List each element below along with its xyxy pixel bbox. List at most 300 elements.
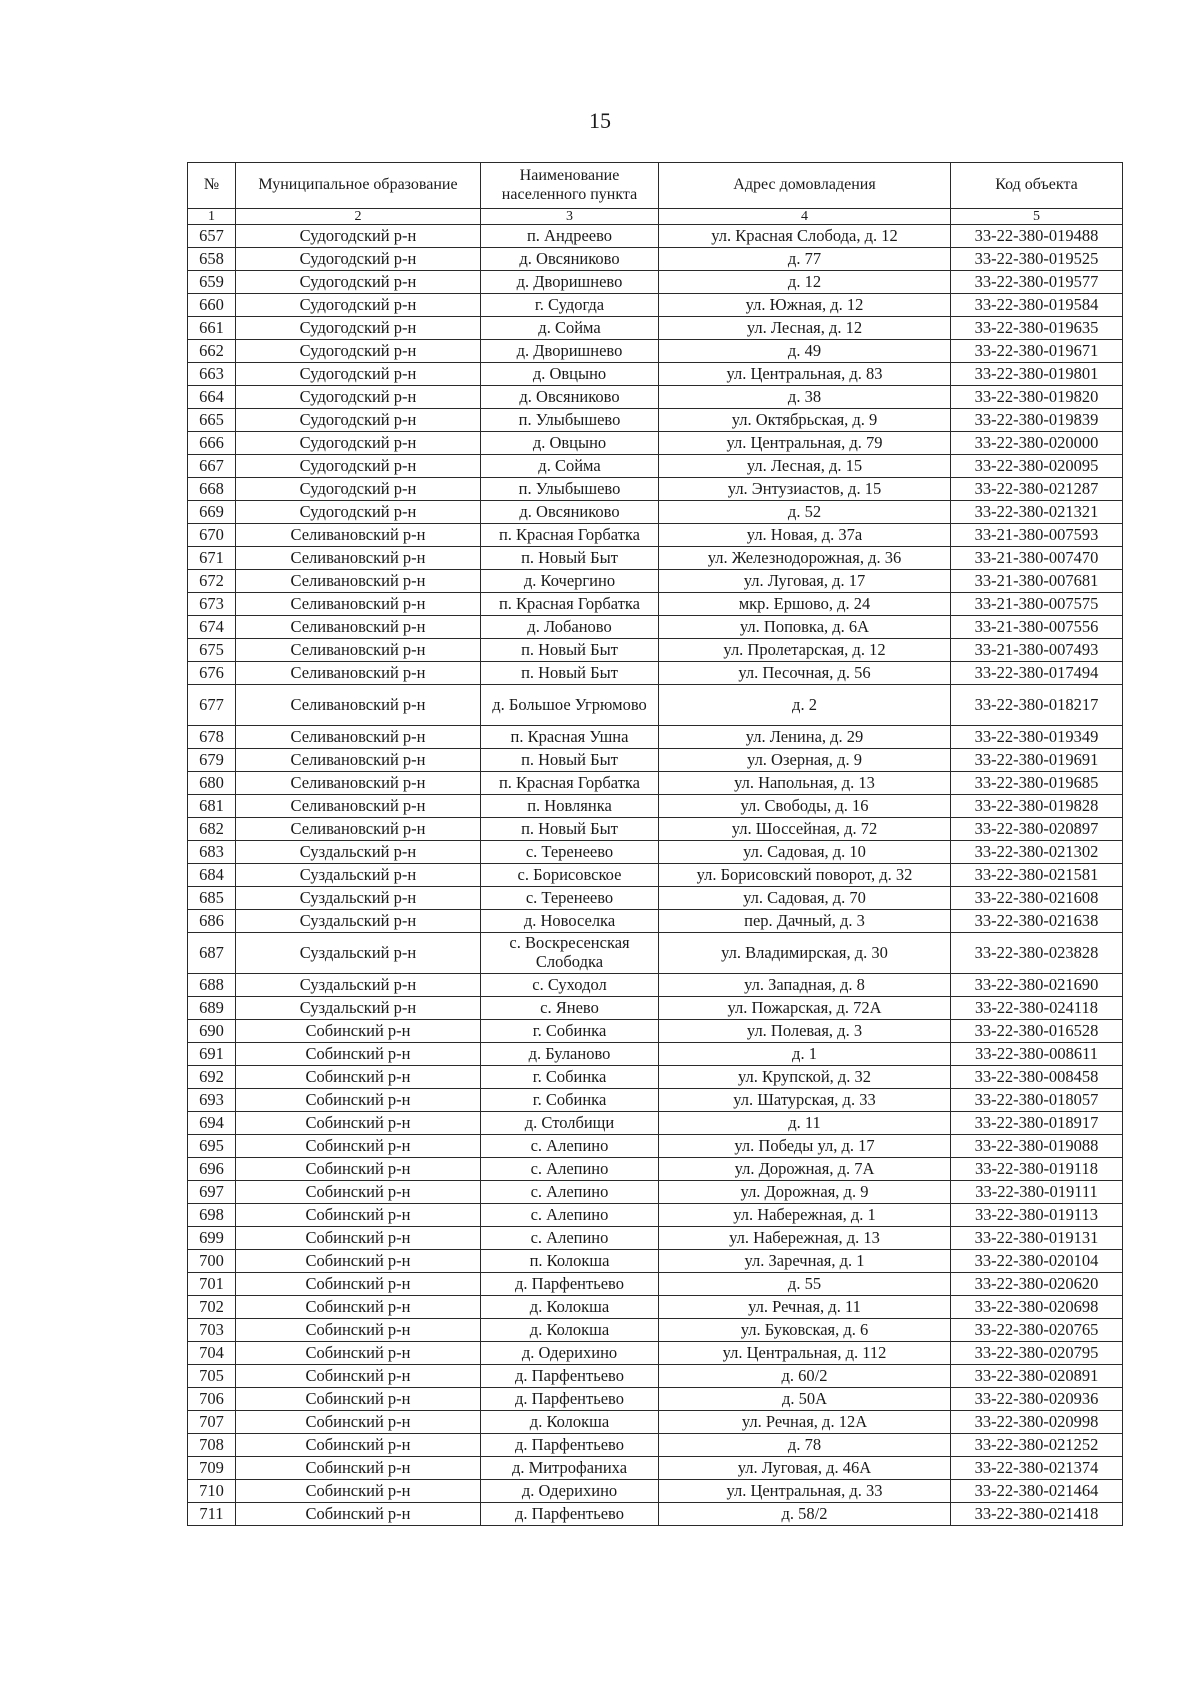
municipality-cell: Судогодский р-н xyxy=(236,501,481,524)
address-cell: д. 11 xyxy=(659,1112,951,1135)
address-cell: ул. Речная, д. 12А xyxy=(659,1411,951,1434)
row-number: 668 xyxy=(188,478,236,501)
table-row xyxy=(188,1411,1123,1434)
table-row xyxy=(188,1388,1123,1411)
row-number: 711 xyxy=(188,1503,236,1526)
address-cell: ул. Победы ул, д. 17 xyxy=(659,1135,951,1158)
municipality-cell: Собинский р-н xyxy=(236,1204,481,1227)
object-code-cell: 33-22-380-018217 xyxy=(951,685,1123,726)
municipality-cell: Селивановский р-н xyxy=(236,795,481,818)
object-code-cell: 33-22-380-018917 xyxy=(951,1112,1123,1135)
address-cell: ул. Октябрьская, д. 9 xyxy=(659,409,951,432)
object-code-cell: 33-22-380-019131 xyxy=(951,1227,1123,1250)
object-code-cell: 33-22-380-020891 xyxy=(951,1365,1123,1388)
table-row xyxy=(188,726,1123,749)
settlement-cell: п. Новый Быт xyxy=(481,639,659,662)
table-row xyxy=(188,1227,1123,1250)
municipality-cell: Селивановский р-н xyxy=(236,662,481,685)
municipality-cell: Селивановский р-н xyxy=(236,593,481,616)
object-code-cell: 33-22-380-016528 xyxy=(951,1020,1123,1043)
municipality-cell: Селивановский р-н xyxy=(236,547,481,570)
row-number: 672 xyxy=(188,570,236,593)
table-row xyxy=(188,432,1123,455)
municipality-cell: Собинский р-н xyxy=(236,1227,481,1250)
row-number: 681 xyxy=(188,795,236,818)
settlement-cell: д. Парфентьево xyxy=(481,1434,659,1457)
municipality-cell: Собинский р-н xyxy=(236,1066,481,1089)
column-number: 1 xyxy=(188,209,236,225)
municipality-cell: Суздальский р-н xyxy=(236,910,481,933)
row-number: 679 xyxy=(188,749,236,772)
row-number: 694 xyxy=(188,1112,236,1135)
settlement-cell: п. Колокша xyxy=(481,1250,659,1273)
municipality-cell: Собинский р-н xyxy=(236,1388,481,1411)
settlement-cell: с. Борисовское xyxy=(481,864,659,887)
page-number: 15 xyxy=(589,108,611,133)
object-code-cell: 33-21-380-007681 xyxy=(951,570,1123,593)
table-row xyxy=(188,1503,1123,1526)
municipality-cell: Собинский р-н xyxy=(236,1319,481,1342)
object-code-cell: 33-22-380-020620 xyxy=(951,1273,1123,1296)
object-code-cell: 33-22-380-020698 xyxy=(951,1296,1123,1319)
municipality-cell: Селивановский р-н xyxy=(236,685,481,726)
row-number: 689 xyxy=(188,997,236,1020)
header-row xyxy=(188,163,1123,209)
address-cell: пер. Дачный, д. 3 xyxy=(659,910,951,933)
settlement-cell: с. Теренеево xyxy=(481,841,659,864)
table-row xyxy=(188,524,1123,547)
address-cell: ул. Центральная, д. 79 xyxy=(659,432,951,455)
row-number: 684 xyxy=(188,864,236,887)
municipality-cell: Суздальский р-н xyxy=(236,887,481,910)
object-code-cell: 33-22-380-021464 xyxy=(951,1480,1123,1503)
object-code-cell: 33-22-380-021690 xyxy=(951,974,1123,997)
row-number: 708 xyxy=(188,1434,236,1457)
table-row xyxy=(188,1158,1123,1181)
object-code-cell: 33-22-380-008611 xyxy=(951,1043,1123,1066)
municipality-cell: Собинский р-н xyxy=(236,1250,481,1273)
table-row xyxy=(188,455,1123,478)
address-cell: д. 55 xyxy=(659,1273,951,1296)
address-cell: ул. Новая, д. 37а xyxy=(659,524,951,547)
address-cell: д. 58/2 xyxy=(659,1503,951,1526)
row-number: 687 xyxy=(188,933,236,974)
table-row xyxy=(188,409,1123,432)
address-cell: д. 2 xyxy=(659,685,951,726)
object-code-cell: 33-22-380-019820 xyxy=(951,386,1123,409)
municipality-cell: Селивановский р-н xyxy=(236,772,481,795)
municipality-cell: Судогодский р-н xyxy=(236,478,481,501)
object-code-cell: 33-22-380-021252 xyxy=(951,1434,1123,1457)
object-code-cell: 33-22-380-020998 xyxy=(951,1411,1123,1434)
table-row xyxy=(188,1181,1123,1204)
row-number: 698 xyxy=(188,1204,236,1227)
address-cell: ул. Дорожная, д. 7А xyxy=(659,1158,951,1181)
table-row xyxy=(188,974,1123,997)
municipality-cell: Суздальский р-н xyxy=(236,997,481,1020)
table-row xyxy=(188,340,1123,363)
table-row xyxy=(188,547,1123,570)
object-code-cell: 33-22-380-019839 xyxy=(951,409,1123,432)
address-cell: д. 78 xyxy=(659,1434,951,1457)
municipality-cell: Собинский р-н xyxy=(236,1296,481,1319)
row-number: 700 xyxy=(188,1250,236,1273)
table-row xyxy=(188,248,1123,271)
row-number: 669 xyxy=(188,501,236,524)
row-number: 675 xyxy=(188,639,236,662)
address-cell: ул. Полевая, д. 3 xyxy=(659,1020,951,1043)
object-code-cell: 33-22-380-021374 xyxy=(951,1457,1123,1480)
row-number: 678 xyxy=(188,726,236,749)
table-row xyxy=(188,933,1123,974)
column-number: 2 xyxy=(236,209,481,225)
municipality-cell: Судогодский р-н xyxy=(236,340,481,363)
municipality-cell: Селивановский р-н xyxy=(236,818,481,841)
object-code-cell: 33-22-380-021418 xyxy=(951,1503,1123,1526)
municipality-cell: Судогодский р-н xyxy=(236,386,481,409)
row-number: 690 xyxy=(188,1020,236,1043)
row-number: 703 xyxy=(188,1319,236,1342)
object-code-cell: 33-22-380-020104 xyxy=(951,1250,1123,1273)
municipality-cell: Суздальский р-н xyxy=(236,974,481,997)
municipality-cell: Собинский р-н xyxy=(236,1342,481,1365)
settlement-cell: п. Новый Быт xyxy=(481,749,659,772)
row-number: 688 xyxy=(188,974,236,997)
object-code-cell: 33-21-380-007493 xyxy=(951,639,1123,662)
header-code: Код объекта xyxy=(951,163,1123,209)
row-number: 663 xyxy=(188,363,236,386)
row-number: 710 xyxy=(188,1480,236,1503)
settlement-cell: д. Парфентьево xyxy=(481,1365,659,1388)
table-row xyxy=(188,570,1123,593)
table-row xyxy=(188,616,1123,639)
object-code-cell: 33-21-380-007575 xyxy=(951,593,1123,616)
row-number: 685 xyxy=(188,887,236,910)
settlement-cell: д. Митрофаниха xyxy=(481,1457,659,1480)
table-row xyxy=(188,1319,1123,1342)
address-cell: ул. Шоссейная, д. 72 xyxy=(659,818,951,841)
municipality-cell: Судогодский р-н xyxy=(236,363,481,386)
municipality-cell: Собинский р-н xyxy=(236,1043,481,1066)
settlement-cell: г. Судогда xyxy=(481,294,659,317)
table-row xyxy=(188,593,1123,616)
table-row xyxy=(188,772,1123,795)
address-cell: ул. Заречная, д. 1 xyxy=(659,1250,951,1273)
address-cell: ул. Борисовский поворот, д. 32 xyxy=(659,864,951,887)
table-row xyxy=(188,910,1123,933)
table-body xyxy=(188,225,1123,1526)
object-code-cell: 33-22-380-021638 xyxy=(951,910,1123,933)
settlement-cell: д. Колокша xyxy=(481,1411,659,1434)
settlement-cell: д. Столбищи xyxy=(481,1112,659,1135)
address-cell: ул. Железнодорожная, д. 36 xyxy=(659,547,951,570)
address-cell: ул. Красная Слобода, д. 12 xyxy=(659,225,951,248)
municipality-cell: Судогодский р-н xyxy=(236,271,481,294)
address-cell: ул. Центральная, д. 112 xyxy=(659,1342,951,1365)
object-code-cell: 33-22-380-017494 xyxy=(951,662,1123,685)
object-code-cell: 33-22-380-021302 xyxy=(951,841,1123,864)
table-row xyxy=(188,1250,1123,1273)
table-row xyxy=(188,685,1123,726)
address-cell: мкр. Ершово, д. 24 xyxy=(659,593,951,616)
row-number: 682 xyxy=(188,818,236,841)
settlement-cell: д. Парфентьево xyxy=(481,1388,659,1411)
municipality-cell: Судогодский р-н xyxy=(236,317,481,340)
settlement-cell: д. Сойма xyxy=(481,455,659,478)
object-code-cell: 33-22-380-020095 xyxy=(951,455,1123,478)
object-code-cell: 33-22-380-019525 xyxy=(951,248,1123,271)
municipality-cell: Селивановский р-н xyxy=(236,524,481,547)
table-row xyxy=(188,1135,1123,1158)
object-code-cell: 33-22-380-019577 xyxy=(951,271,1123,294)
table-row xyxy=(188,1043,1123,1066)
object-code-cell: 33-22-380-019113 xyxy=(951,1204,1123,1227)
municipality-cell: Собинский р-н xyxy=(236,1273,481,1296)
address-cell: ул. Луговая, д. 17 xyxy=(659,570,951,593)
row-number: 673 xyxy=(188,593,236,616)
settlement-cell: д. Овсяниково xyxy=(481,248,659,271)
address-cell: д. 1 xyxy=(659,1043,951,1066)
row-number: 666 xyxy=(188,432,236,455)
row-number: 701 xyxy=(188,1273,236,1296)
table-row xyxy=(188,864,1123,887)
address-cell: ул. Садовая, д. 10 xyxy=(659,841,951,864)
row-number: 707 xyxy=(188,1411,236,1434)
row-number: 664 xyxy=(188,386,236,409)
object-code-cell: 33-21-380-007470 xyxy=(951,547,1123,570)
settlement-cell: с. Воскресенская Слободка xyxy=(481,933,659,974)
row-number: 665 xyxy=(188,409,236,432)
address-cell: ул. Луговая, д. 46А xyxy=(659,1457,951,1480)
object-code-cell: 33-22-380-019691 xyxy=(951,749,1123,772)
address-cell: ул. Южная, д. 12 xyxy=(659,294,951,317)
row-number: 677 xyxy=(188,685,236,726)
settlement-cell: г. Собинка xyxy=(481,1020,659,1043)
settlement-cell: п. Улыбышево xyxy=(481,409,659,432)
table-row xyxy=(188,478,1123,501)
table-row xyxy=(188,795,1123,818)
address-cell: ул. Речная, д. 11 xyxy=(659,1296,951,1319)
settlement-cell: п. Красная Горбатка xyxy=(481,593,659,616)
settlement-cell: д. Колокша xyxy=(481,1319,659,1342)
settlement-cell: д. Кочергино xyxy=(481,570,659,593)
table-row xyxy=(188,997,1123,1020)
object-code-cell: 33-22-380-021287 xyxy=(951,478,1123,501)
object-code-cell: 33-22-380-019801 xyxy=(951,363,1123,386)
object-code-cell: 33-22-380-020765 xyxy=(951,1319,1123,1342)
municipality-cell: Селивановский р-н xyxy=(236,639,481,662)
address-cell: ул. Центральная, д. 83 xyxy=(659,363,951,386)
municipality-cell: Селивановский р-н xyxy=(236,749,481,772)
address-cell: ул. Центральная, д. 33 xyxy=(659,1480,951,1503)
object-code-cell: 33-22-380-020936 xyxy=(951,1388,1123,1411)
object-code-cell: 33-21-380-007593 xyxy=(951,524,1123,547)
settlement-cell: п. Новлянка xyxy=(481,795,659,818)
municipality-cell: Судогодский р-н xyxy=(236,294,481,317)
address-cell: ул. Набережная, д. 1 xyxy=(659,1204,951,1227)
row-number: 661 xyxy=(188,317,236,340)
row-number: 697 xyxy=(188,1181,236,1204)
settlement-cell: д. Сойма xyxy=(481,317,659,340)
table-row xyxy=(188,887,1123,910)
municipality-cell: Судогодский р-н xyxy=(236,432,481,455)
row-number: 671 xyxy=(188,547,236,570)
table-row xyxy=(188,386,1123,409)
row-number: 696 xyxy=(188,1158,236,1181)
row-number: 686 xyxy=(188,910,236,933)
settlement-cell: д. Овцыно xyxy=(481,432,659,455)
row-number: 704 xyxy=(188,1342,236,1365)
row-number: 693 xyxy=(188,1089,236,1112)
object-code-cell: 33-22-380-019349 xyxy=(951,726,1123,749)
table-row xyxy=(188,1296,1123,1319)
object-code-cell: 33-22-380-024118 xyxy=(951,997,1123,1020)
settlement-cell: п. Андреево xyxy=(481,225,659,248)
table-row xyxy=(188,501,1123,524)
municipality-cell: Собинский р-н xyxy=(236,1158,481,1181)
table-row xyxy=(188,662,1123,685)
table-row xyxy=(188,225,1123,248)
address-cell: д. 12 xyxy=(659,271,951,294)
table-row xyxy=(188,1342,1123,1365)
settlement-cell: д. Лобаново xyxy=(481,616,659,639)
settlement-cell: с. Алепино xyxy=(481,1158,659,1181)
address-cell: ул. Напольная, д. 13 xyxy=(659,772,951,795)
address-cell: ул. Крупской, д. 32 xyxy=(659,1066,951,1089)
row-number: 683 xyxy=(188,841,236,864)
municipality-cell: Судогодский р-н xyxy=(236,409,481,432)
address-cell: ул. Буковская, д. 6 xyxy=(659,1319,951,1342)
municipality-cell: Собинский р-н xyxy=(236,1089,481,1112)
row-number: 709 xyxy=(188,1457,236,1480)
table-row xyxy=(188,1273,1123,1296)
table-row xyxy=(188,1089,1123,1112)
object-code-cell: 33-22-380-019118 xyxy=(951,1158,1123,1181)
settlement-cell: с. Алепино xyxy=(481,1181,659,1204)
table-row xyxy=(188,1365,1123,1388)
row-number: 706 xyxy=(188,1388,236,1411)
settlement-cell: с. Янево xyxy=(481,997,659,1020)
address-cell: ул. Лесная, д. 12 xyxy=(659,317,951,340)
data-table xyxy=(187,162,1123,1526)
row-number: 674 xyxy=(188,616,236,639)
column-number: 4 xyxy=(659,209,951,225)
object-code-cell: 33-22-380-023828 xyxy=(951,933,1123,974)
table-row xyxy=(188,841,1123,864)
object-code-cell: 33-22-380-018057 xyxy=(951,1089,1123,1112)
object-code-cell: 33-22-380-019685 xyxy=(951,772,1123,795)
row-number: 662 xyxy=(188,340,236,363)
column-number: 3 xyxy=(481,209,659,225)
municipality-cell: Селивановский р-н xyxy=(236,616,481,639)
address-cell: ул. Энтузиастов, д. 15 xyxy=(659,478,951,501)
municipality-cell: Судогодский р-н xyxy=(236,455,481,478)
settlement-cell: п. Улыбышево xyxy=(481,478,659,501)
municipality-cell: Суздальский р-н xyxy=(236,933,481,974)
object-code-cell: 33-22-380-019584 xyxy=(951,294,1123,317)
address-cell: д. 38 xyxy=(659,386,951,409)
municipality-cell: Селивановский р-н xyxy=(236,570,481,593)
object-code-cell: 33-22-380-020000 xyxy=(951,432,1123,455)
address-cell: ул. Песочная, д. 56 xyxy=(659,662,951,685)
address-cell: д. 60/2 xyxy=(659,1365,951,1388)
table-row xyxy=(188,294,1123,317)
municipality-cell: Селивановский р-н xyxy=(236,726,481,749)
object-code-cell: 33-22-380-008458 xyxy=(951,1066,1123,1089)
municipality-cell: Суздальский р-н xyxy=(236,841,481,864)
object-code-cell: 33-22-380-020897 xyxy=(951,818,1123,841)
row-number: 659 xyxy=(188,271,236,294)
header-settlement: Наименование населенного пункта xyxy=(481,163,659,209)
settlement-cell: с. Алепино xyxy=(481,1204,659,1227)
settlement-cell: п. Красная Ушна xyxy=(481,726,659,749)
object-code-cell: 33-22-380-019088 xyxy=(951,1135,1123,1158)
settlement-cell: д. Большое Угрюмово xyxy=(481,685,659,726)
municipality-cell: Собинский р-н xyxy=(236,1365,481,1388)
row-number: 695 xyxy=(188,1135,236,1158)
table-row xyxy=(188,271,1123,294)
object-code-cell: 33-22-380-019635 xyxy=(951,317,1123,340)
row-number: 691 xyxy=(188,1043,236,1066)
municipality-cell: Судогодский р-н xyxy=(236,225,481,248)
settlement-cell: п. Красная Горбатка xyxy=(481,524,659,547)
object-code-cell: 33-22-380-019671 xyxy=(951,340,1123,363)
municipality-cell: Собинский р-н xyxy=(236,1112,481,1135)
address-cell: ул. Поповка, д. 6А xyxy=(659,616,951,639)
municipality-cell: Собинский р-н xyxy=(236,1457,481,1480)
settlement-cell: с. Алепино xyxy=(481,1135,659,1158)
row-number: 658 xyxy=(188,248,236,271)
settlement-cell: д. Парфентьево xyxy=(481,1503,659,1526)
table-row xyxy=(188,1066,1123,1089)
settlement-cell: п. Новый Быт xyxy=(481,662,659,685)
object-code-cell: 33-22-380-021321 xyxy=(951,501,1123,524)
object-code-cell: 33-22-380-021581 xyxy=(951,864,1123,887)
settlement-cell: д. Буланово xyxy=(481,1043,659,1066)
address-cell: ул. Свободы, д. 16 xyxy=(659,795,951,818)
settlement-cell: д. Дворишнево xyxy=(481,271,659,294)
object-code-cell: 33-22-380-019828 xyxy=(951,795,1123,818)
settlement-cell: п. Красная Горбатка xyxy=(481,772,659,795)
address-cell: ул. Набережная, д. 13 xyxy=(659,1227,951,1250)
address-cell: ул. Ленина, д. 29 xyxy=(659,726,951,749)
settlement-cell: д. Овсяниково xyxy=(481,501,659,524)
settlement-cell: д. Овцыно xyxy=(481,363,659,386)
row-number: 670 xyxy=(188,524,236,547)
row-number: 702 xyxy=(188,1296,236,1319)
address-cell: ул. Пожарская, д. 72А xyxy=(659,997,951,1020)
settlement-cell: с. Алепино xyxy=(481,1227,659,1250)
address-cell: ул. Шатурская, д. 33 xyxy=(659,1089,951,1112)
settlement-cell: д. Парфентьево xyxy=(481,1273,659,1296)
address-cell: ул. Озерная, д. 9 xyxy=(659,749,951,772)
settlement-cell: д. Дворишнево xyxy=(481,340,659,363)
object-code-cell: 33-22-380-021608 xyxy=(951,887,1123,910)
municipality-cell: Собинский р-н xyxy=(236,1020,481,1043)
object-code-cell: 33-21-380-007556 xyxy=(951,616,1123,639)
municipality-cell: Собинский р-н xyxy=(236,1181,481,1204)
row-number: 676 xyxy=(188,662,236,685)
table-row xyxy=(188,1480,1123,1503)
row-number: 660 xyxy=(188,294,236,317)
settlement-cell: п. Новый Быт xyxy=(481,818,659,841)
table-row xyxy=(188,749,1123,772)
municipality-cell: Собинский р-н xyxy=(236,1411,481,1434)
address-cell: ул. Садовая, д. 70 xyxy=(659,887,951,910)
address-cell: д. 52 xyxy=(659,501,951,524)
header-num: № xyxy=(188,163,236,209)
row-number: 657 xyxy=(188,225,236,248)
